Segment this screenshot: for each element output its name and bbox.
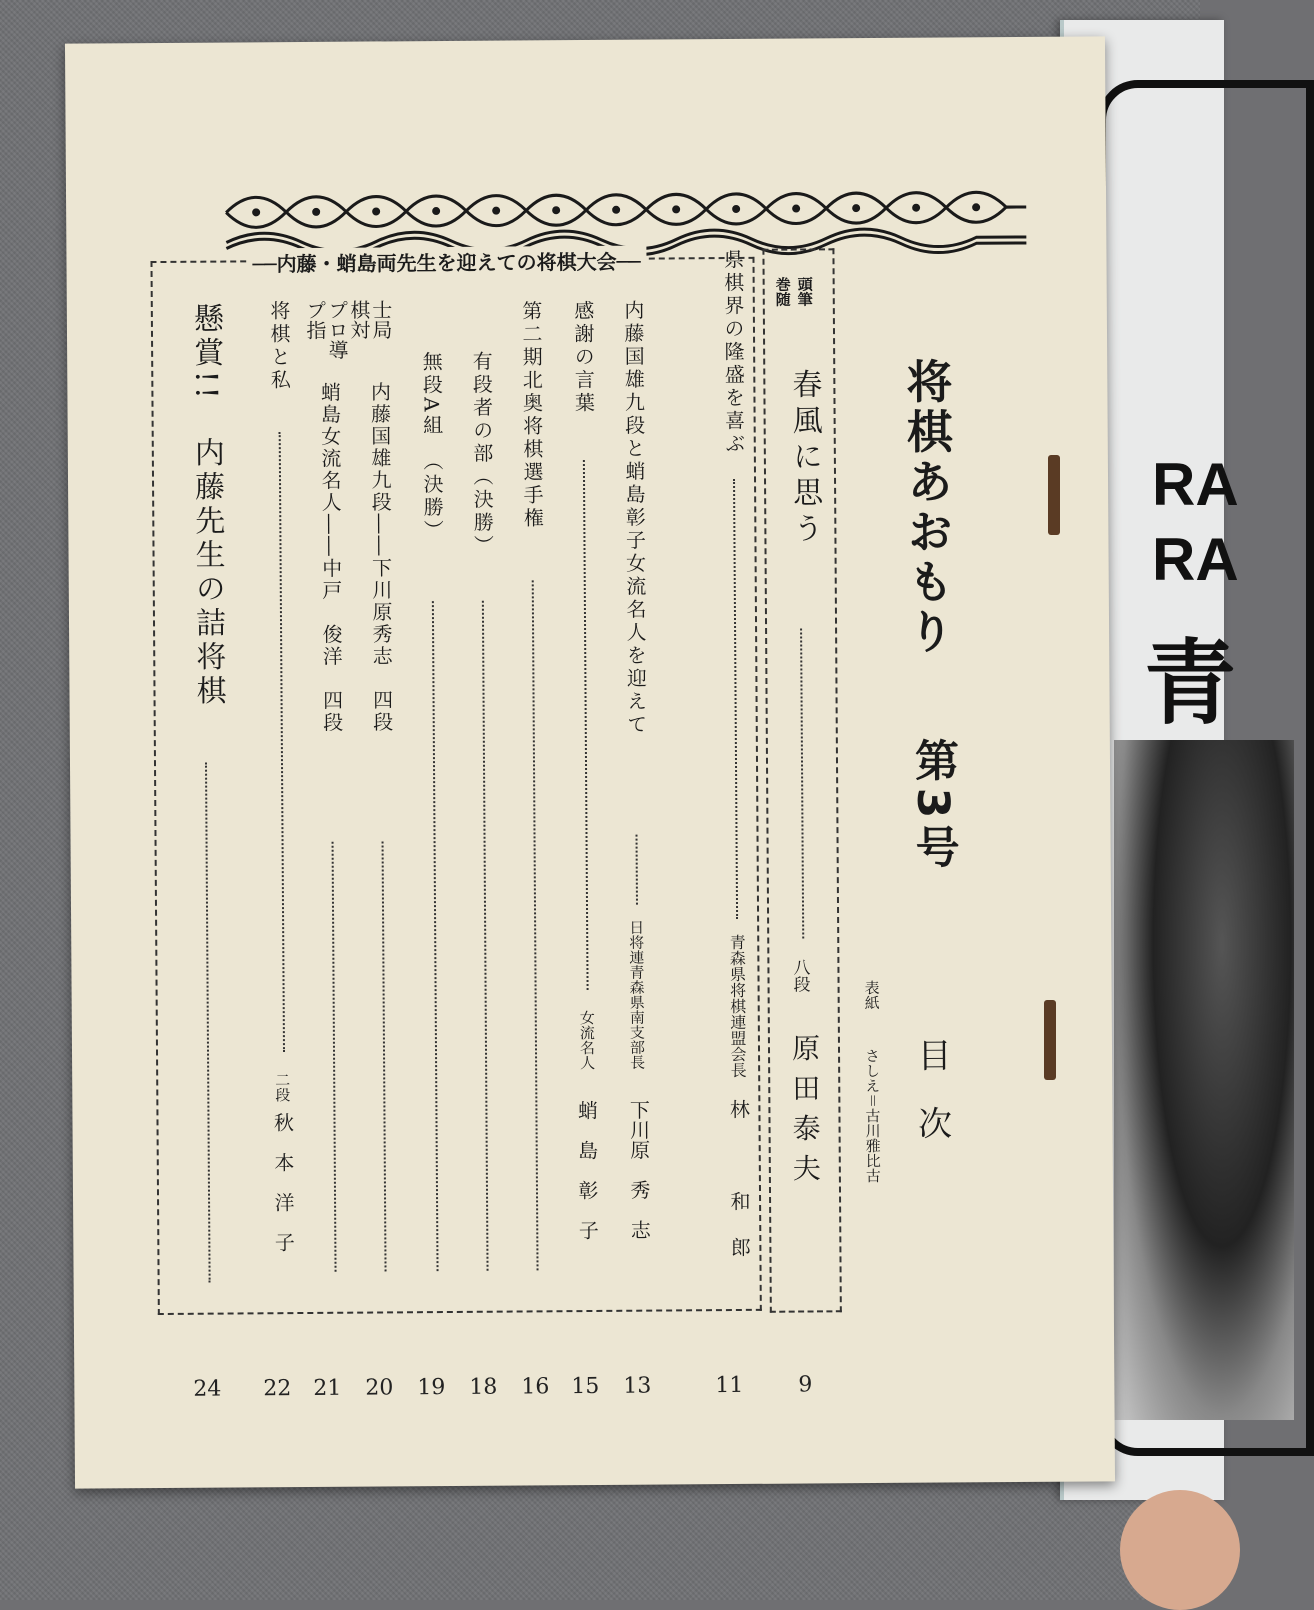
toc-author-title-11: 青森県将棋連盟会長 (727, 933, 748, 1079)
magazine-title: 将棋あおもり (899, 357, 956, 658)
essay-author-rank: 八段 (789, 958, 810, 993)
essay-label-1: 頭筆 (795, 276, 814, 307)
page-number-18: 18 (469, 1374, 498, 1400)
staple-bottom (1044, 1000, 1056, 1080)
toc-title-21[interactable]: 蛸島女流名人――中戸 俊洋 四段 (317, 381, 344, 734)
toc-author-13: 下川原 秀 志 (626, 1099, 652, 1240)
page-number-20: 20 (365, 1375, 394, 1401)
match-prefix-1: 士局 (368, 299, 394, 340)
cover-credit: さしえ＝古川雅比古 (863, 1047, 882, 1184)
toc-title-19[interactable]: 無段A組 （決勝） (419, 351, 445, 543)
page-number-24: 24 (193, 1376, 222, 1402)
page-number-9: 9 (798, 1372, 813, 1398)
page-number-11: 11 (715, 1372, 744, 1399)
page-number-22: 22 (263, 1376, 292, 1402)
match-prefix-4: プ指 (302, 299, 328, 340)
essay-label-2: 巻随 (773, 276, 792, 307)
match-prefix-2: 棋対 (346, 299, 372, 340)
toc-title-11[interactable]: 県棋界の隆盛を喜ぶ (720, 248, 746, 457)
toc-title-22[interactable]: 将棋と私 (266, 300, 292, 393)
toc-author-11: 林 和郎 (726, 1098, 752, 1284)
cover-kanji: 青 (1144, 629, 1237, 737)
page-number-13: 13 (623, 1373, 652, 1399)
toc-title-13[interactable]: 内藤国雄九段と蛸島彰子女流名人を迎えて (620, 299, 648, 737)
essay-author: 原田泰夫 (787, 1033, 823, 1194)
thumb (1120, 1490, 1240, 1610)
staple-top (1048, 455, 1060, 535)
toc-title-16[interactable]: 第二期北奥将棋選手権 (518, 300, 545, 531)
cover-photo (1114, 740, 1294, 1420)
toc-title-15[interactable]: 感謝の言葉 (570, 299, 596, 416)
contents-heading: 目次 (910, 1037, 952, 1174)
toc-author-15: 蛸 島 彰 子 (574, 1099, 600, 1241)
toc-author-title-15: 女流名人 (577, 1009, 597, 1071)
page-number-15: 15 (571, 1373, 600, 1400)
contents-page (65, 36, 1115, 1488)
toc-author-title-13: 日将連青森県南支部長 (627, 919, 647, 1070)
match-prefix-3: プロ導 (324, 299, 350, 360)
toc-title-24[interactable]: 懸賞!! 内藤先生の詰将棋 (187, 302, 226, 709)
tournament-box (150, 257, 761, 1315)
toc-title-18[interactable]: 有段者の部（決勝） (469, 350, 495, 558)
toc-author-22: 秋 本 洋 子 (270, 1112, 296, 1253)
page-number-21: 21 (313, 1375, 342, 1401)
toc-author-title-22: 二段 (273, 1072, 292, 1103)
cover-tag-2: RA (1152, 526, 1239, 593)
essay-title: 春風に思う (786, 368, 823, 549)
page-number-16: 16 (521, 1374, 550, 1400)
cover-tag-1: RA (1152, 451, 1239, 518)
cover-credit-label: 表紙 (862, 979, 881, 1011)
tournament-box-title: ──内藤・蛸島両先生を迎えての将棋大会── (246, 246, 646, 278)
toc-title-20[interactable]: 内藤国雄九段――下川原秀志 四段 (367, 381, 394, 734)
page-number-19: 19 (417, 1375, 446, 1401)
issue-number: 第3号 (906, 737, 959, 875)
